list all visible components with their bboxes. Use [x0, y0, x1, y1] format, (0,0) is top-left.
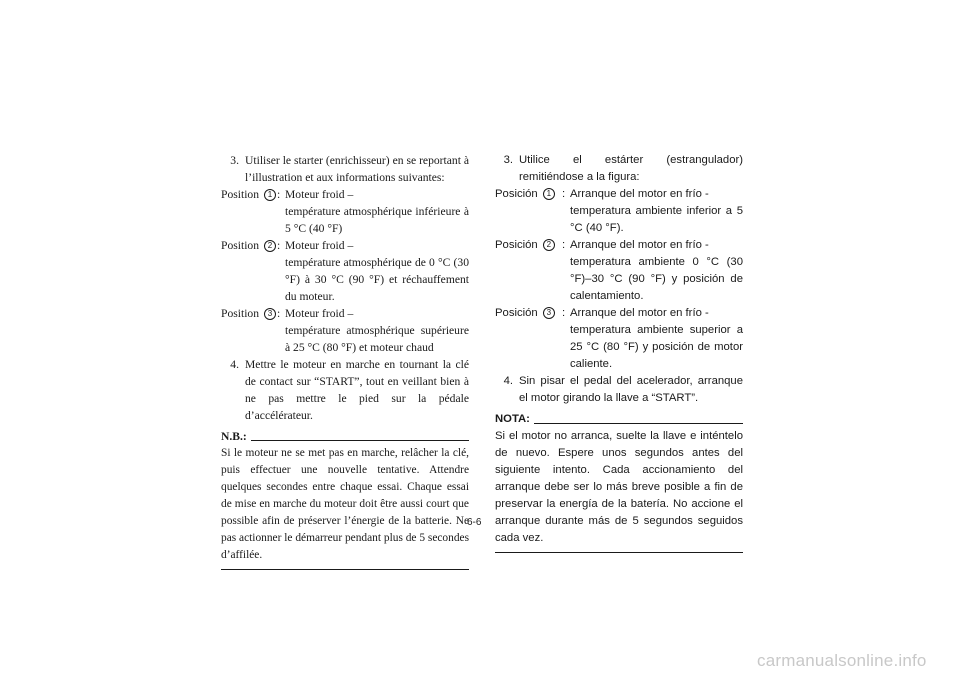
spanish-step-4 — [495, 373, 743, 407]
position-detail: température atmosphérique de 0 °C (30 °F) à 30 °C (90 °F) et réchauffement du moteur. — [285, 256, 469, 303]
french-note-text: Si le moteur ne se met pas en marche, relâcher la clé, puis effectuer une nouvelle tentative. Attendre quelques secondes entre chaque essai. Chaque essai de mise en marche du moteur doit être aussi court que possible afin de préserver l’énergie de la batterie. Ne pas actionner le démarreur pendant plus de 5 secondes d’affilée. — [221, 445, 469, 570]
position-label: Position 2 — [221, 237, 277, 305]
spanish-position-2 — [495, 237, 743, 305]
french-step-3 — [221, 152, 469, 186]
position-label: Position 1 — [221, 186, 277, 237]
note-rule — [251, 440, 469, 441]
spanish-position-1 — [495, 186, 743, 237]
circled-number-1: 1 — [543, 188, 555, 200]
position-label: Position 3 — [221, 305, 277, 356]
position-detail: temperatura ambiente inferior a 5 °C (40 °F). — [570, 205, 743, 234]
colon: : — [562, 188, 566, 200]
circled-number-2: 2 — [543, 239, 555, 251]
position-heading: Moteur froid – — [285, 307, 354, 320]
note-rule — [534, 423, 743, 424]
position-label: Posición 2 — [495, 237, 562, 305]
step-text: Utilice el estárter (estrangulador) remitiéndose a la figura: — [519, 154, 743, 183]
step-number: 3. — [230, 154, 239, 167]
step-text: Utiliser le starter (enrichisseur) en se reportant à l’illustration et aux informations suivantes: — [245, 154, 469, 184]
position-detail: temperatura ambiente 0 °C (30 °F)–30 °C (90 °F) y posición de calentamiento. — [570, 256, 743, 302]
position-heading: Arranque del motor en frío - — [570, 307, 709, 319]
circled-number-3: 3 — [264, 308, 276, 320]
colon: : — [277, 307, 281, 320]
colon: : — [562, 239, 566, 251]
page-number: 6-6 — [467, 517, 482, 528]
position-heading: Moteur froid – — [285, 188, 354, 201]
step-text: Sin pisar el pedal del acelerador, arranque el motor girando la llave a “START”. — [519, 375, 743, 404]
circled-number-3: 3 — [543, 307, 555, 319]
spanish-step-3 — [495, 152, 743, 186]
french-position-1 — [221, 186, 469, 237]
position-heading: Arranque del motor en frío - — [570, 239, 709, 251]
spanish-column — [495, 152, 743, 553]
note-label: NOTA: — [495, 413, 530, 425]
position-label: Posición 3 — [495, 305, 562, 373]
spanish-note-heading — [495, 411, 743, 428]
spanish-position-3 — [495, 305, 743, 373]
colon: : — [562, 307, 566, 319]
step-number: 4. — [230, 358, 239, 371]
french-column — [221, 152, 469, 570]
colon: : — [277, 188, 281, 201]
position-detail: temperatura ambiente superior a 25 °C (80 °F) y posición de motor caliente. — [570, 324, 743, 370]
position-detail: température atmosphérique inférieure à 5 °C (40 °F) — [285, 205, 469, 235]
position-heading: Moteur froid – — [285, 239, 354, 252]
spanish-note-text: Si el motor no arranca, suelte la llave e inténtelo de nuevo. Espere unos segundos antes del siguiente intento. Cada accionamiento del arranque debe ser lo más breve posible a fin de preservar la energía de la batería. No accione el arranque durante más de 5 segundos seguidos cada vez. — [495, 428, 743, 553]
circled-number-2: 2 — [264, 240, 276, 252]
colon: : — [277, 239, 281, 252]
french-note-heading — [221, 428, 469, 445]
watermark: carmanualsonline.info — [757, 651, 927, 670]
note-label: N.B.: — [221, 430, 247, 443]
circled-number-1: 1 — [264, 189, 276, 201]
position-heading: Arranque del motor en frío - — [570, 188, 709, 200]
french-position-3 — [221, 305, 469, 356]
position-detail: température atmosphérique supérieure à 25 °C (80 °F) et moteur chaud — [285, 324, 469, 354]
position-label: Posición 1 — [495, 186, 562, 237]
step-text: Mettre le moteur en marche en tournant la clé de contact sur “START”, tout en veillant bien à ne pas mettre le pied sur la pédale d’accélérateur. — [245, 358, 469, 422]
french-step-4 — [221, 356, 469, 424]
step-number: 4. — [503, 375, 513, 387]
step-number: 3. — [503, 154, 513, 166]
french-position-2 — [221, 237, 469, 305]
